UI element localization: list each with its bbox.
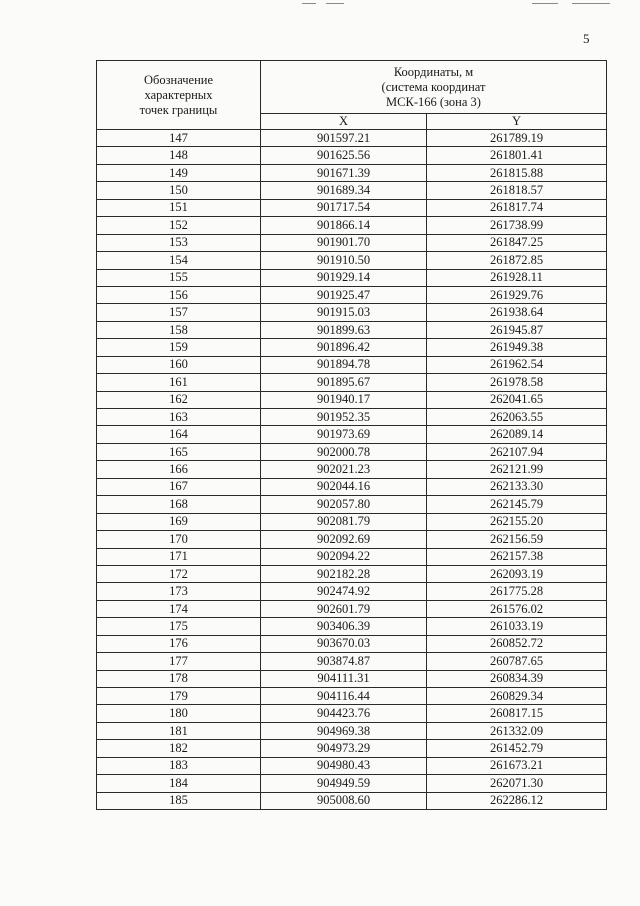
cell-y: 261738.99	[427, 217, 607, 234]
table-row	[97, 757, 607, 774]
table-row	[97, 164, 607, 181]
cell-point: 185	[97, 792, 261, 809]
cell-x: 905008.60	[261, 792, 427, 809]
cell-point: 175	[97, 618, 261, 635]
cell-point: 149	[97, 164, 261, 181]
cell-point: 168	[97, 496, 261, 513]
cell-x: 902092.69	[261, 531, 427, 548]
cell-x: 902182.28	[261, 565, 427, 582]
header-points-line: характерных	[144, 87, 213, 102]
page-number: 5	[583, 31, 590, 46]
cell-y: 261929.76	[427, 286, 607, 303]
table-row	[97, 478, 607, 495]
cell-point: 174	[97, 600, 261, 617]
table-header-row	[97, 61, 607, 114]
cell-y: 261945.87	[427, 321, 607, 338]
table-row	[97, 792, 607, 809]
cell-y: 261775.28	[427, 583, 607, 600]
table-row	[97, 461, 607, 478]
header-coordinates	[261, 61, 607, 114]
cell-point: 160	[97, 356, 261, 373]
table-row	[97, 688, 607, 705]
cell-y: 262107.94	[427, 443, 607, 460]
cell-point: 182	[97, 740, 261, 757]
cell-x: 902601.79	[261, 600, 427, 617]
table-row	[97, 670, 607, 687]
cell-x: 901671.39	[261, 164, 427, 181]
cell-point: 156	[97, 286, 261, 303]
cell-point: 173	[97, 583, 261, 600]
cell-y: 262121.99	[427, 461, 607, 478]
cell-y: 262089.14	[427, 426, 607, 443]
cell-x: 901940.17	[261, 391, 427, 408]
cell-y: 260852.72	[427, 635, 607, 652]
header-coords-line: Координаты, м	[393, 64, 474, 79]
cell-y: 261576.02	[427, 600, 607, 617]
table-row	[97, 321, 607, 338]
cell-x: 901899.63	[261, 321, 427, 338]
cell-point: 180	[97, 705, 261, 722]
cell-point: 166	[97, 461, 261, 478]
cell-y: 262071.30	[427, 775, 607, 792]
header-y: Y	[427, 114, 607, 130]
cell-y: 262063.55	[427, 409, 607, 426]
cell-x: 903670.03	[261, 635, 427, 652]
table-row	[97, 618, 607, 635]
cell-x: 902044.16	[261, 478, 427, 495]
cell-x: 904980.43	[261, 757, 427, 774]
table-row	[97, 182, 607, 199]
cell-point: 177	[97, 653, 261, 670]
cell-x: 904116.44	[261, 688, 427, 705]
cell-x: 901929.14	[261, 269, 427, 286]
table-row	[97, 147, 607, 164]
table-row	[97, 286, 607, 303]
cell-point: 178	[97, 670, 261, 687]
cell-point: 162	[97, 391, 261, 408]
cell-point: 179	[97, 688, 261, 705]
cell-y: 262145.79	[427, 496, 607, 513]
cell-point: 158	[97, 321, 261, 338]
table-row	[97, 653, 607, 670]
table-row	[97, 583, 607, 600]
cell-point: 165	[97, 443, 261, 460]
table-row	[97, 409, 607, 426]
table-row	[97, 426, 607, 443]
scan-artifact-marks	[300, 0, 630, 10]
cell-point: 153	[97, 234, 261, 251]
cell-y: 261938.64	[427, 304, 607, 321]
cell-y: 261928.11	[427, 269, 607, 286]
cell-point: 172	[97, 565, 261, 582]
cell-point: 169	[97, 513, 261, 530]
cell-y: 262133.30	[427, 478, 607, 495]
cell-x: 901925.47	[261, 286, 427, 303]
cell-y: 262157.38	[427, 548, 607, 565]
table-row	[97, 304, 607, 321]
cell-x: 901866.14	[261, 217, 427, 234]
cell-point: 150	[97, 182, 261, 199]
cell-y: 261949.38	[427, 339, 607, 356]
cell-point: 157	[97, 304, 261, 321]
table-row	[97, 374, 607, 391]
cell-y: 261332.09	[427, 722, 607, 739]
cell-y: 262041.65	[427, 391, 607, 408]
cell-x: 901895.67	[261, 374, 427, 391]
cell-x: 904969.38	[261, 722, 427, 739]
table-row	[97, 391, 607, 408]
cell-x: 901717.54	[261, 199, 427, 216]
table-row	[97, 705, 607, 722]
cell-x: 902000.78	[261, 443, 427, 460]
cell-y: 262286.12	[427, 792, 607, 809]
table-row	[97, 600, 607, 617]
cell-x: 904973.29	[261, 740, 427, 757]
table-row	[97, 252, 607, 269]
cell-x: 902081.79	[261, 513, 427, 530]
cell-point: 161	[97, 374, 261, 391]
cell-y: 261978.58	[427, 374, 607, 391]
table-row	[97, 496, 607, 513]
cell-point: 170	[97, 531, 261, 548]
cell-y: 261872.85	[427, 252, 607, 269]
table-row	[97, 443, 607, 460]
cell-x: 901973.69	[261, 426, 427, 443]
table-row	[97, 722, 607, 739]
cell-y: 261801.41	[427, 147, 607, 164]
table-row	[97, 339, 607, 356]
cell-x: 902021.23	[261, 461, 427, 478]
cell-y: 260817.15	[427, 705, 607, 722]
header-coords-line: (система координат	[381, 79, 486, 94]
cell-point: 151	[97, 199, 261, 216]
cell-x: 901915.03	[261, 304, 427, 321]
table-row	[97, 130, 607, 147]
header-coords-line: МСК-166 (зона 3)	[386, 94, 481, 109]
cell-y: 261818.57	[427, 182, 607, 199]
table-row	[97, 635, 607, 652]
cell-x: 903874.87	[261, 653, 427, 670]
cell-y: 260834.39	[427, 670, 607, 687]
cell-y: 261673.21	[427, 757, 607, 774]
header-points	[97, 61, 261, 130]
cell-y: 261452.79	[427, 740, 607, 757]
cell-x: 904423.76	[261, 705, 427, 722]
cell-y: 260787.65	[427, 653, 607, 670]
cell-y: 262093.19	[427, 565, 607, 582]
boundary-points-table	[96, 60, 607, 810]
cell-x: 902474.92	[261, 583, 427, 600]
table-row	[97, 513, 607, 530]
cell-point: 155	[97, 269, 261, 286]
cell-x: 901910.50	[261, 252, 427, 269]
cell-y: 261817.74	[427, 199, 607, 216]
table-row	[97, 356, 607, 373]
cell-x: 901894.78	[261, 356, 427, 373]
cell-x: 904111.31	[261, 670, 427, 687]
cell-point: 181	[97, 722, 261, 739]
cell-point: 164	[97, 426, 261, 443]
cell-x: 902057.80	[261, 496, 427, 513]
cell-point: 147	[97, 130, 261, 147]
cell-x: 903406.39	[261, 618, 427, 635]
cell-x: 901901.70	[261, 234, 427, 251]
cell-y: 261815.88	[427, 164, 607, 181]
cell-point: 159	[97, 339, 261, 356]
cell-x: 904949.59	[261, 775, 427, 792]
header-x: X	[261, 114, 427, 130]
cell-y: 261789.19	[427, 130, 607, 147]
header-points-line: точек границы	[139, 102, 218, 117]
cell-point: 148	[97, 147, 261, 164]
cell-point: 183	[97, 757, 261, 774]
cell-point: 154	[97, 252, 261, 269]
table-row	[97, 740, 607, 757]
table-row	[97, 565, 607, 582]
table-row	[97, 234, 607, 251]
cell-y: 261847.25	[427, 234, 607, 251]
cell-y: 261033.19	[427, 618, 607, 635]
cell-x: 901625.56	[261, 147, 427, 164]
table-row	[97, 775, 607, 792]
cell-point: 184	[97, 775, 261, 792]
cell-point: 171	[97, 548, 261, 565]
cell-x: 901597.21	[261, 130, 427, 147]
table-row	[97, 269, 607, 286]
cell-y: 261962.54	[427, 356, 607, 373]
cell-x: 901952.35	[261, 409, 427, 426]
cell-y: 262156.59	[427, 531, 607, 548]
table-row	[97, 548, 607, 565]
cell-x: 902094.22	[261, 548, 427, 565]
table-row	[97, 531, 607, 548]
table-row	[97, 199, 607, 216]
table-row	[97, 217, 607, 234]
cell-point: 167	[97, 478, 261, 495]
cell-point: 152	[97, 217, 261, 234]
cell-point: 176	[97, 635, 261, 652]
cell-point: 163	[97, 409, 261, 426]
header-points-line: Обозначение	[143, 72, 214, 87]
cell-y: 262155.20	[427, 513, 607, 530]
cell-x: 901689.34	[261, 182, 427, 199]
cell-y: 260829.34	[427, 688, 607, 705]
cell-x: 901896.42	[261, 339, 427, 356]
